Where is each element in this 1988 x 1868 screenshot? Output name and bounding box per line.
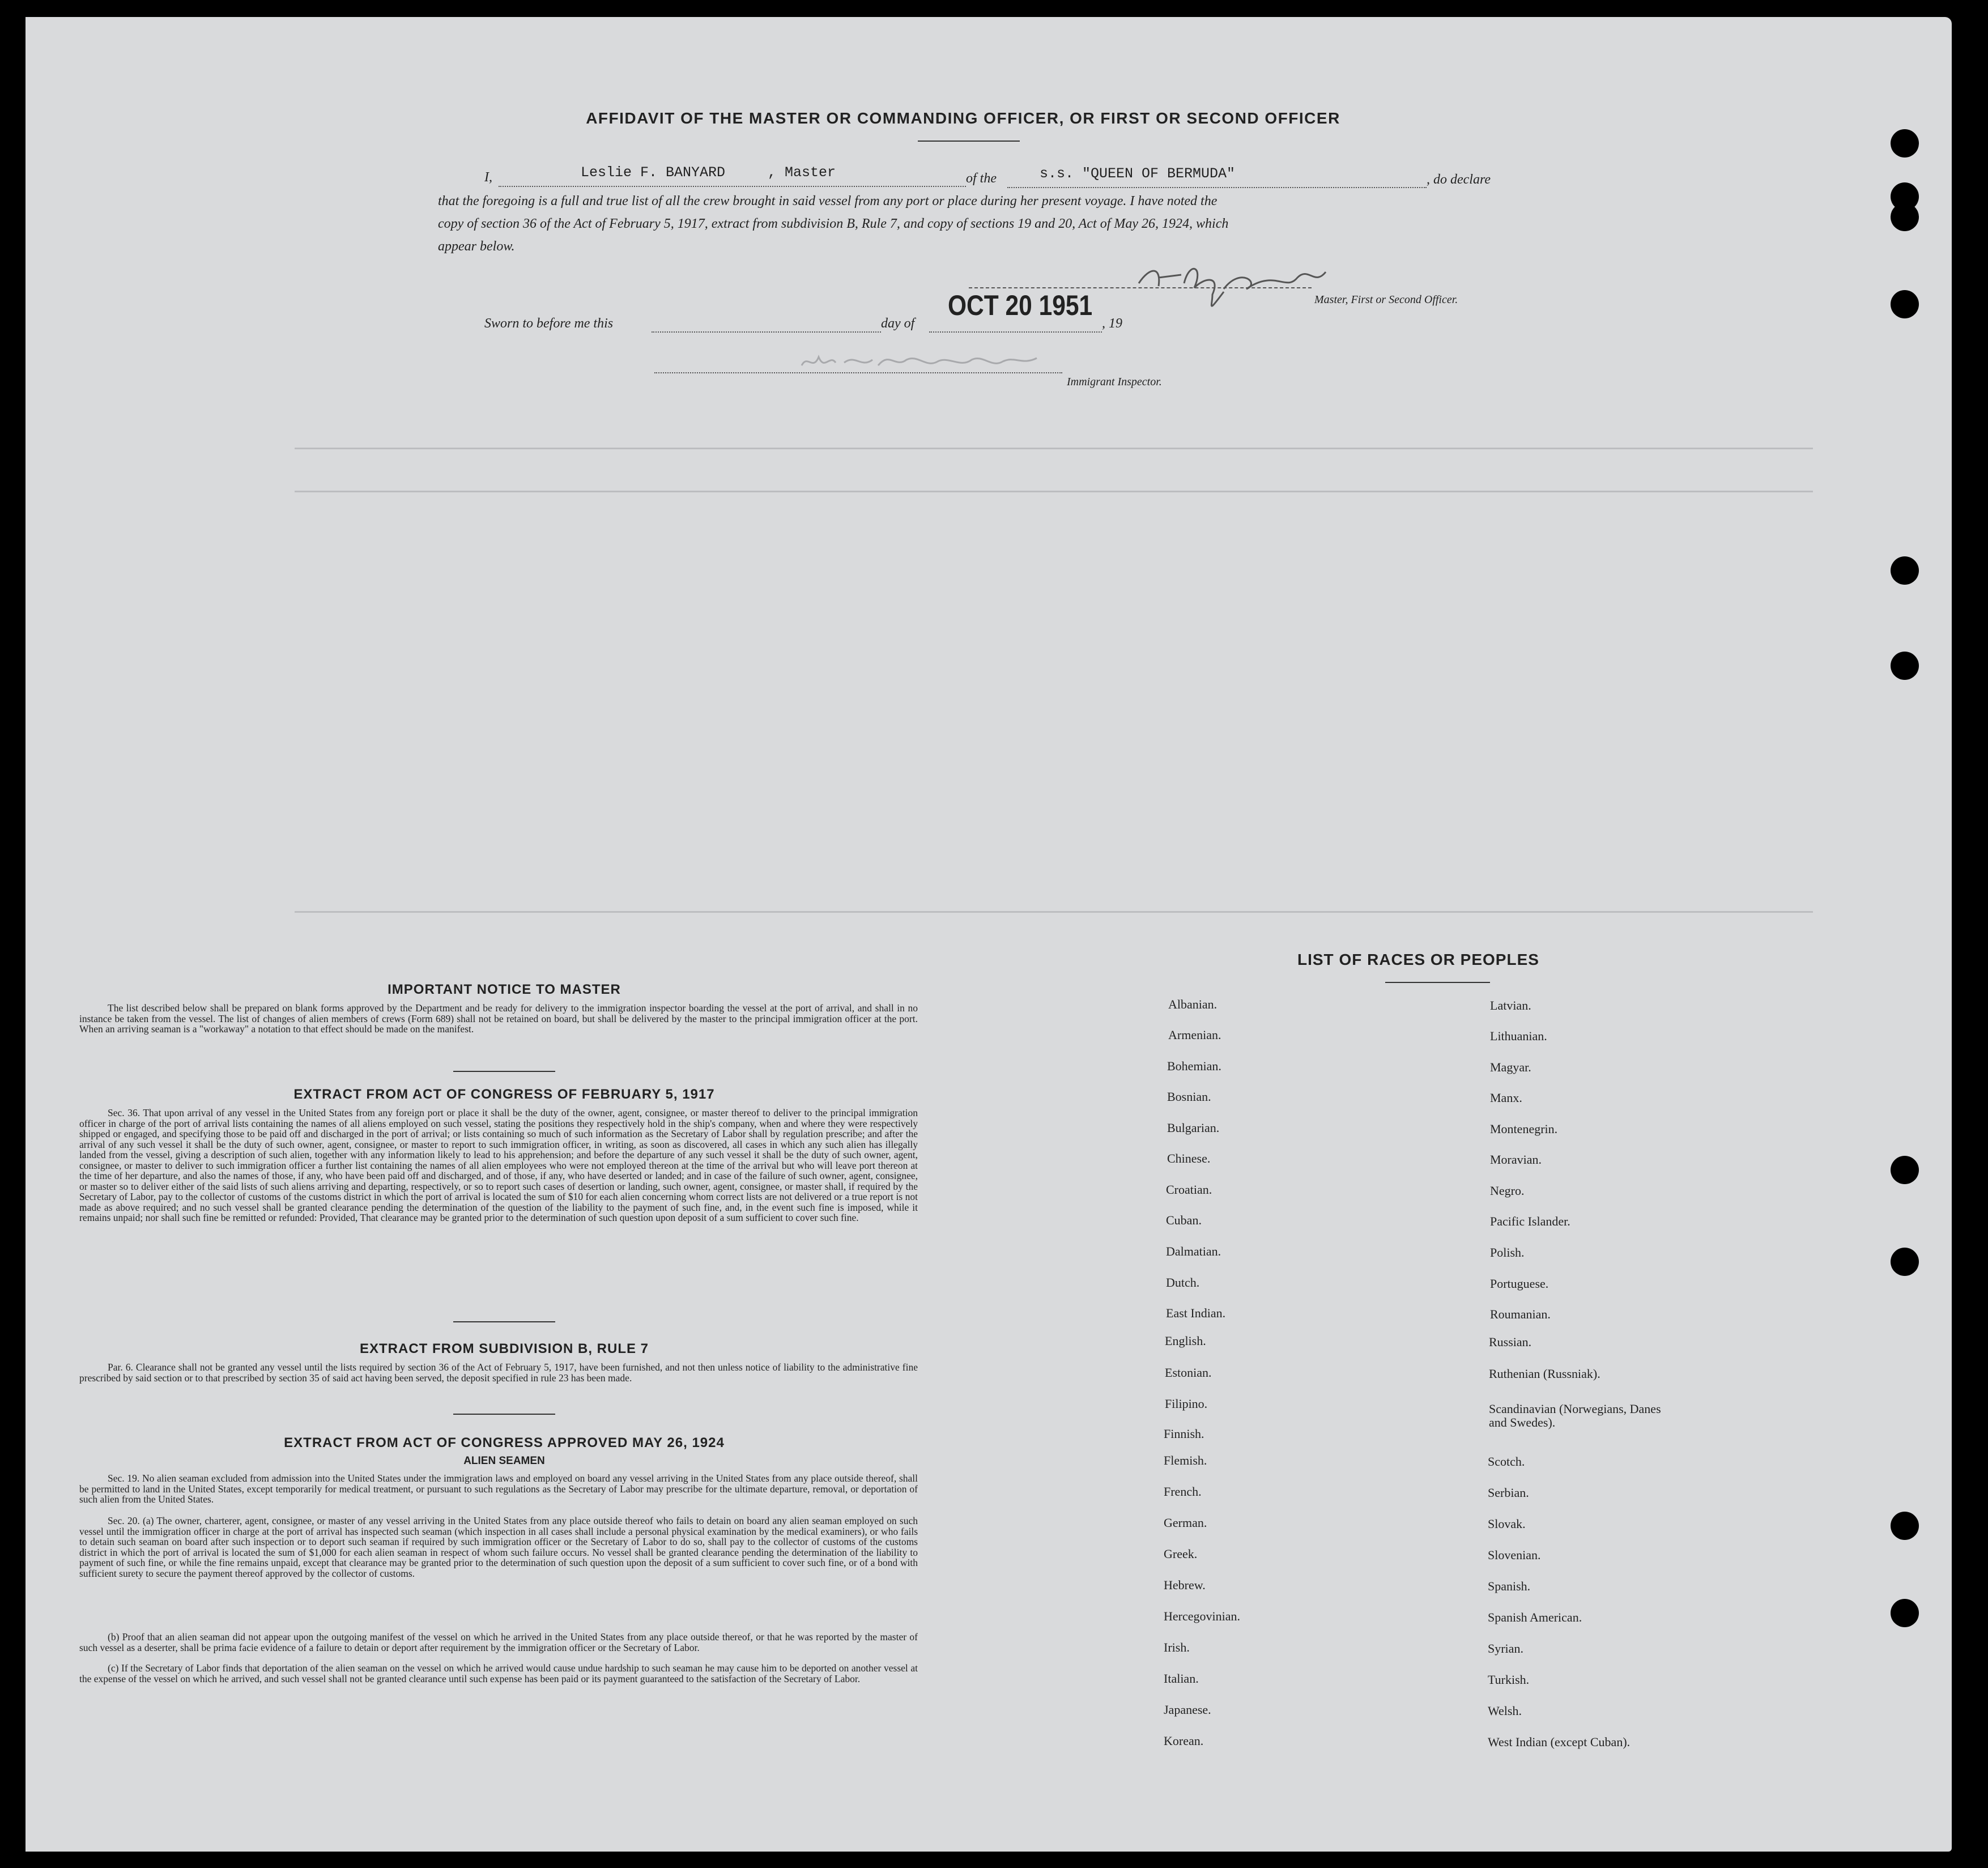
notice-text: The list described below shall be prepared on blank forms approved by the Department and be ready for delivery to the immigration inspector boarding the vessel at the port of arrival, and shall in no instance be taken from the vessel. The list of changes of alien members of crews (Form 689) shall not be retained on board, but shall be delivered by the master to the principal immigration officer at the port. When an arriving seaman is a "workaway" a notation to that effect should be made on the manifest. [79, 1002, 918, 1035]
race-item: Lithuanian. [1490, 1029, 1547, 1043]
race-item: Polish. [1490, 1245, 1525, 1259]
punch-hole [1891, 652, 1919, 680]
race-item: Manx. [1490, 1091, 1522, 1105]
race-item: Dalmatian. [1166, 1244, 1221, 1258]
sec-20a-text: Sec. 20. (a) The owner, charterer, agent, consignee, or master of any vessel arriving in the United States from any place outside thereof who fails to detain on board any alien seaman employed on such vessel until the immigration officer in charge at the port of arrival has inspected such seaman (which inspection in all cases shall include a personal physical examination by the medical examiners), or who fails to detain such seaman on board after such inspection or to deport such seaman if required by such immigration officer or the Secretary of Labor to do so, shall pay to the collector of customs of the customs district in which the port of arrival is located the sum of $1,000 for each alien seaman in respect of whom such failure occurs. No vessel shall be granted clearance pending the determination of the liability to payment of such fine, or while the fine remains unpaid, except that clearance may be granted prior to the determination of such question upon the deposit of a sum sufficient to cover such fine, or of a bond with sufficient surety to secure the payment thereof approved by the collector of customs. [79, 1515, 918, 1579]
race-item: Flemish. [1164, 1453, 1207, 1467]
rule7-text: Par. 6. Clearance shall not be granted any vessel until the lists required by section 36 of the Act of February 5, 1917, have been furnished, and not then unless notice of liability to the administrative fine prescribed by said section or to that prescribed by section 35 of said act having been served, the deposit specified in rule 23 has been made. [79, 1361, 918, 1384]
race-item: Hercegovinian. [1164, 1609, 1240, 1623]
race-item: Estonian. [1165, 1365, 1212, 1380]
punch-hole [1891, 1599, 1919, 1627]
race-item: Latvian. [1490, 998, 1531, 1012]
do-declare-label: , do declare [1427, 172, 1491, 187]
race-item: Bohemian. [1167, 1059, 1221, 1073]
bleed-through-line [295, 491, 1813, 492]
declaration-line-3: appear below. [438, 239, 515, 254]
race-item: Serbian. [1488, 1486, 1529, 1500]
race-item: Scotch. [1488, 1454, 1525, 1469]
rule7-heading: EXTRACT FROM SUBDIVISION B, RULE 7 [359, 1341, 649, 1356]
notice-heading: IMPORTANT NOTICE TO MASTER [388, 982, 621, 997]
bleed-through-line [295, 448, 1813, 449]
race-item: Roumanian. [1490, 1307, 1551, 1321]
master-signature [1127, 244, 1348, 323]
race-item: Dutch. [1166, 1275, 1200, 1290]
race-item: Welsh. [1488, 1704, 1522, 1718]
punch-hole [1891, 129, 1919, 158]
date-stamp: OCT 20 1951 [948, 290, 1093, 321]
race-item: Slovak. [1488, 1517, 1526, 1531]
signature-line [969, 287, 1312, 288]
race-item: Bulgarian. [1167, 1121, 1220, 1135]
section-divider [453, 1414, 555, 1415]
punch-hole [1891, 1248, 1919, 1276]
year-prefix: , 19 [1102, 316, 1122, 331]
race-item: Croatian. [1166, 1182, 1212, 1197]
sworn-label: Sworn to before me this [484, 316, 614, 331]
inspector-signature-line [654, 372, 1062, 373]
punch-hole [1891, 203, 1919, 231]
race-item: Portuguese. [1490, 1276, 1549, 1291]
race-item: Filipino. [1165, 1397, 1208, 1411]
bleed-through-line [295, 911, 1813, 913]
race-item: Ruthenian (Russniak). [1489, 1367, 1600, 1381]
signature-caption: Master, First or Second Officer. [1314, 293, 1458, 306]
race-item: Hebrew. [1164, 1578, 1206, 1592]
race-item: Syrian. [1488, 1641, 1523, 1656]
race-item: Chinese. [1167, 1151, 1211, 1165]
race-item: Spanish American. [1488, 1610, 1582, 1624]
race-item: East Indian. [1166, 1306, 1226, 1320]
day-of-label: day of [881, 316, 915, 331]
section-divider [453, 1071, 555, 1072]
race-item: Magyar. [1490, 1060, 1531, 1074]
i-label: I, [484, 170, 492, 185]
race-item: Armenian. [1168, 1028, 1221, 1042]
sworn-day-line [652, 331, 881, 333]
sec-19-text: Sec. 19. No alien seaman excluded from admission into the United States under the immigration laws and employed on board any vessel arriving in the United States from any place outside thereof, shall be permitted to land in the United States, except temporarily for medical treatment, or pursuant to such regulations as the Secretary of Labor may prescribe for the ultimate departure, removal, or deportation of such alien from the United States. [79, 1473, 918, 1505]
declaration-line-2: copy of section 36 of the Act of February 5, 1917, extract from subdivision B, Rule 7, and copy of sections 19 and 20, Act of May 26, 1924, which [438, 216, 1229, 231]
race-item: Montenegrin. [1490, 1122, 1558, 1136]
races-heading: LIST OF RACES OR PEOPLES [1297, 951, 1539, 968]
punch-hole [1891, 290, 1919, 318]
act-1917-heading: EXTRACT FROM ACT OF CONGRESS OF FEBRUARY 5, 1917 [293, 1087, 715, 1102]
master-name-field-line [499, 186, 966, 187]
race-item: Cuban. [1166, 1213, 1202, 1227]
race-item: Finnish. [1164, 1427, 1204, 1441]
race-item: Scandinavian (Norwegians, Danes and Swedes). [1489, 1402, 1661, 1429]
inspector-caption: Immigrant Inspector. [1067, 376, 1162, 388]
affidavit-title: AFFIDAVIT OF THE MASTER OR COMMANDING OFFICER, OR FIRST OR SECOND OFFICER [586, 109, 1340, 127]
sworn-month-line [929, 331, 1102, 333]
punch-hole [1891, 556, 1919, 585]
race-item: Bosnian. [1167, 1090, 1211, 1104]
title-divider [918, 141, 1020, 142]
sec-20c-text: (c) If the Secretary of Labor finds that deportation of the alien seaman on the vessel on which he arrived would cause undue hardship to such seaman he may cause him to be deported on another vessel at the expense of the vessel on which he arrived, and such vessel shall not be granted clearance until such expense has been paid or its payment guaranteed to the satisfaction of the Secretary of Labor. [79, 1662, 918, 1684]
race-item: Slovenian. [1488, 1548, 1541, 1562]
race-item: Spanish. [1488, 1579, 1531, 1593]
race-item: Japanese. [1164, 1703, 1211, 1717]
inspector-signature [793, 346, 1059, 380]
of-the-label: of the [966, 171, 997, 186]
alien-seamen-subheading: ALIEN SEAMEN [463, 1455, 545, 1467]
race-item: Albanian. [1168, 997, 1218, 1011]
act-1924-heading: EXTRACT FROM ACT OF CONGRESS APPROVED MAY 26, 1924 [284, 1435, 725, 1450]
race-item: West Indian (except Cuban). [1488, 1735, 1631, 1749]
race-item: Turkish. [1488, 1673, 1530, 1687]
race-item: Russian. [1489, 1335, 1532, 1349]
punch-hole [1891, 1512, 1919, 1540]
races-divider [1385, 982, 1490, 983]
race-item: Greek. [1164, 1547, 1198, 1561]
declaration-line-1: that the foregoing is a full and true list of all the crew brought in said vessel from any port or place during her present voyage. I have noted the [438, 194, 1218, 208]
sec-20b-text: (b) Proof that an alien seaman did not appear upon the outgoing manifest of the vessel on which he arrived in the United States from any place outside thereof, or that he was reported by the master of such vessel as a deserter, shall be prima facie evidence of a failure to detain or deport after requirement by the immigration officer or the Secretary of Labor. [79, 1631, 918, 1653]
race-item: German. [1164, 1516, 1207, 1530]
master-rank: , Master [768, 164, 836, 181]
race-item: Negro. [1490, 1184, 1525, 1198]
vessel-name: s.s. "QUEEN OF BERMUDA" [1040, 165, 1236, 182]
section-divider [453, 1321, 555, 1322]
race-item: Irish. [1164, 1640, 1190, 1654]
race-item: Pacific Islander. [1490, 1214, 1570, 1228]
race-item: Italian. [1164, 1671, 1199, 1686]
race-item: English. [1165, 1334, 1206, 1348]
race-item: French. [1164, 1484, 1202, 1499]
punch-hole [1891, 1156, 1919, 1184]
vessel-field-line [1007, 187, 1427, 188]
master-name: Leslie F. BANYARD [581, 164, 726, 181]
act-1917-text: Sec. 36. That upon arrival of any vessel in the United States from any foreign port or place it shall be the duty of the owner, agent, consignee, or master thereof to deliver to the principal immigration officer in charge of the port of arrival lists containing the names of all aliens employed on such vessel, stating the positions they respectively hold in the ship's company, when and where they were respectively shipped or engaged, and specifying those to be paid off and discharged in the port of arrival; or lists containing so much of such information as the Secretary of Labor shall by regulation prescribe; and after the arrival of any such vessel it shall be the duty of such owner, agent, consignee, or master to report to such immigration officer, in writing, as soon as discovered, all cases in which any such alien has illegally landed from the vessel, giving a description of such alien, together with any information likely to lead to his apprehension; and before the departure of any such vessel it shall be the duty of such owner, agent, consignee, or master to deliver to such immigration officer a further list containing the names of all alien employees who were not employed thereon at the time of the arrival but who will leave port thereon at the time of her departure, and also the names of those, if any, who have been paid off and discharged, and of those, if any, who have deserted or landed; and in case of the failure of such owner, agent, consignee, or master so to deliver either of the said lists of such aliens arriving and departing, respectively, or so to report such cases of desertion or landing, such owner, agent, consignee, or master shall, if required by the Secretary of Labor, pay to the collector of customs of the customs district in which the port of arrival is located the sum of $10 for each alien concerning whom correct lists are not delivered or a true report is not made as above required; and no such vessel shall be granted clearance pending the determination of the question of the liability to the payment of such fine, and, in the event such fine is imposed, while it remains unpaid; nor shall such fine be remitted or refunded: Provided, That clearance may be granted prior to the determination of such question upon deposit of a sum sufficient to cover such fine. [79, 1107, 918, 1223]
race-item: Moravian. [1490, 1152, 1542, 1167]
race-item: Korean. [1164, 1734, 1204, 1748]
